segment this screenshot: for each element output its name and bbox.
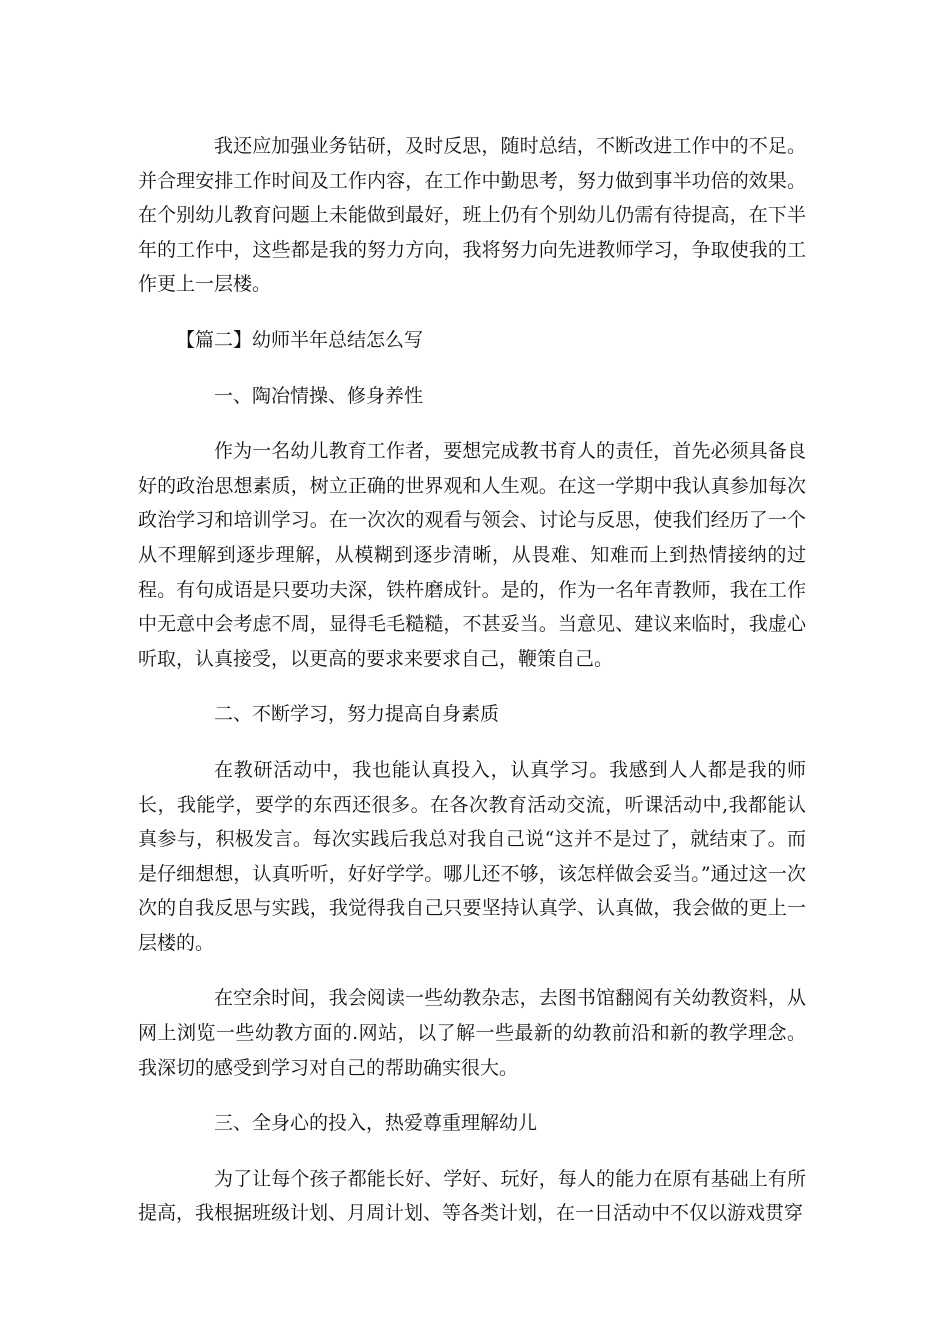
document-page — [138, 129, 806, 1231]
spacer — [138, 302, 806, 323]
paragraph-1: 作为一名幼儿教育工作者，要想完成教书育人的责任，首先必须具备良好的政治思想素质，树立正确的世界观和人生观。在这一学期中我认真参加每次政治学习和培训学习。在一次次的观看与领会、讨论与反思，使我们经历了一个从不理解到逐步理解，从模糊到逐步清晰，从畏难、知难而上到热情接纳的过程。有句成语是只要功夫深，铁杵磨成针。是的，作为一名年青教师，我在工作中无意中会考虑不周，显得毛毛糙糙，不甚妥当。当意见、建议来临时，我虚心听取，认真接受，以更高的要求来要求自己，鞭策自己。 — [138, 440, 806, 670]
paragraph-2: 在教研活动中，我也能认真投入，认真学习。我感到人人都是我的师长，我能学，要学的东西还很多。在各次教育活动交流，听课活动中,我都能认真参与，积极发言。每次实践后我总对我自己说“这并不是过了，就结束了。而是仔细想想，认真听听，好好学学。哪儿还不够，该怎样做会妥当。”通过这一次次的自我反思与实践，我觉得我自己只要坚持认真学、认真做，我会做的更上一层楼的。 — [138, 758, 806, 954]
paragraph-3: 在空余时间，我会阅读一些幼教杂志，去图书馆翻阅有关幼教资料，从网上浏览一些幼教方面的.网站，以了解一些最新的幼教前沿和新的教学理念。我深切的感受到学习对自己的帮助确实很大。 — [138, 987, 806, 1079]
spacer — [138, 413, 806, 434]
heading-2: 二、不断学习，努力提高自身素质 — [214, 703, 500, 726]
spacer — [138, 676, 806, 697]
spacer — [138, 1141, 806, 1162]
intro-paragraph: 我还应加强业务钻研，及时反思，随时总结，不断改进工作中的不足。并合理安排工作时间及工作内容，在工作中勤思考，努力做到事半功倍的效果。在个别幼儿教育问题上未能做到最好，班上仍有个别幼儿仍需有待提高，在下半年的工作中，这些都是我的努力方向，我将努力向先进教师学习，争取使我的工作更上一层楼。 — [138, 135, 806, 296]
spacer — [138, 358, 806, 379]
spacer — [138, 732, 806, 753]
spacer — [138, 1085, 806, 1106]
heading-1: 一、陶冶情操、修身养性 — [214, 384, 424, 407]
section-title: 【篇二】幼师半年总结怎么写 — [176, 328, 424, 351]
spacer — [138, 960, 806, 981]
paragraph-4: 为了让每个孩子都能长好、学好、玩好，每人的能力在原有基础上有所提高，我根据班级计划、月周计划、等各类计划，在一日活动中不仅以游戏贯穿 — [138, 1167, 806, 1225]
heading-3: 三、全身心的投入，热爱尊重理解幼儿 — [214, 1112, 538, 1135]
